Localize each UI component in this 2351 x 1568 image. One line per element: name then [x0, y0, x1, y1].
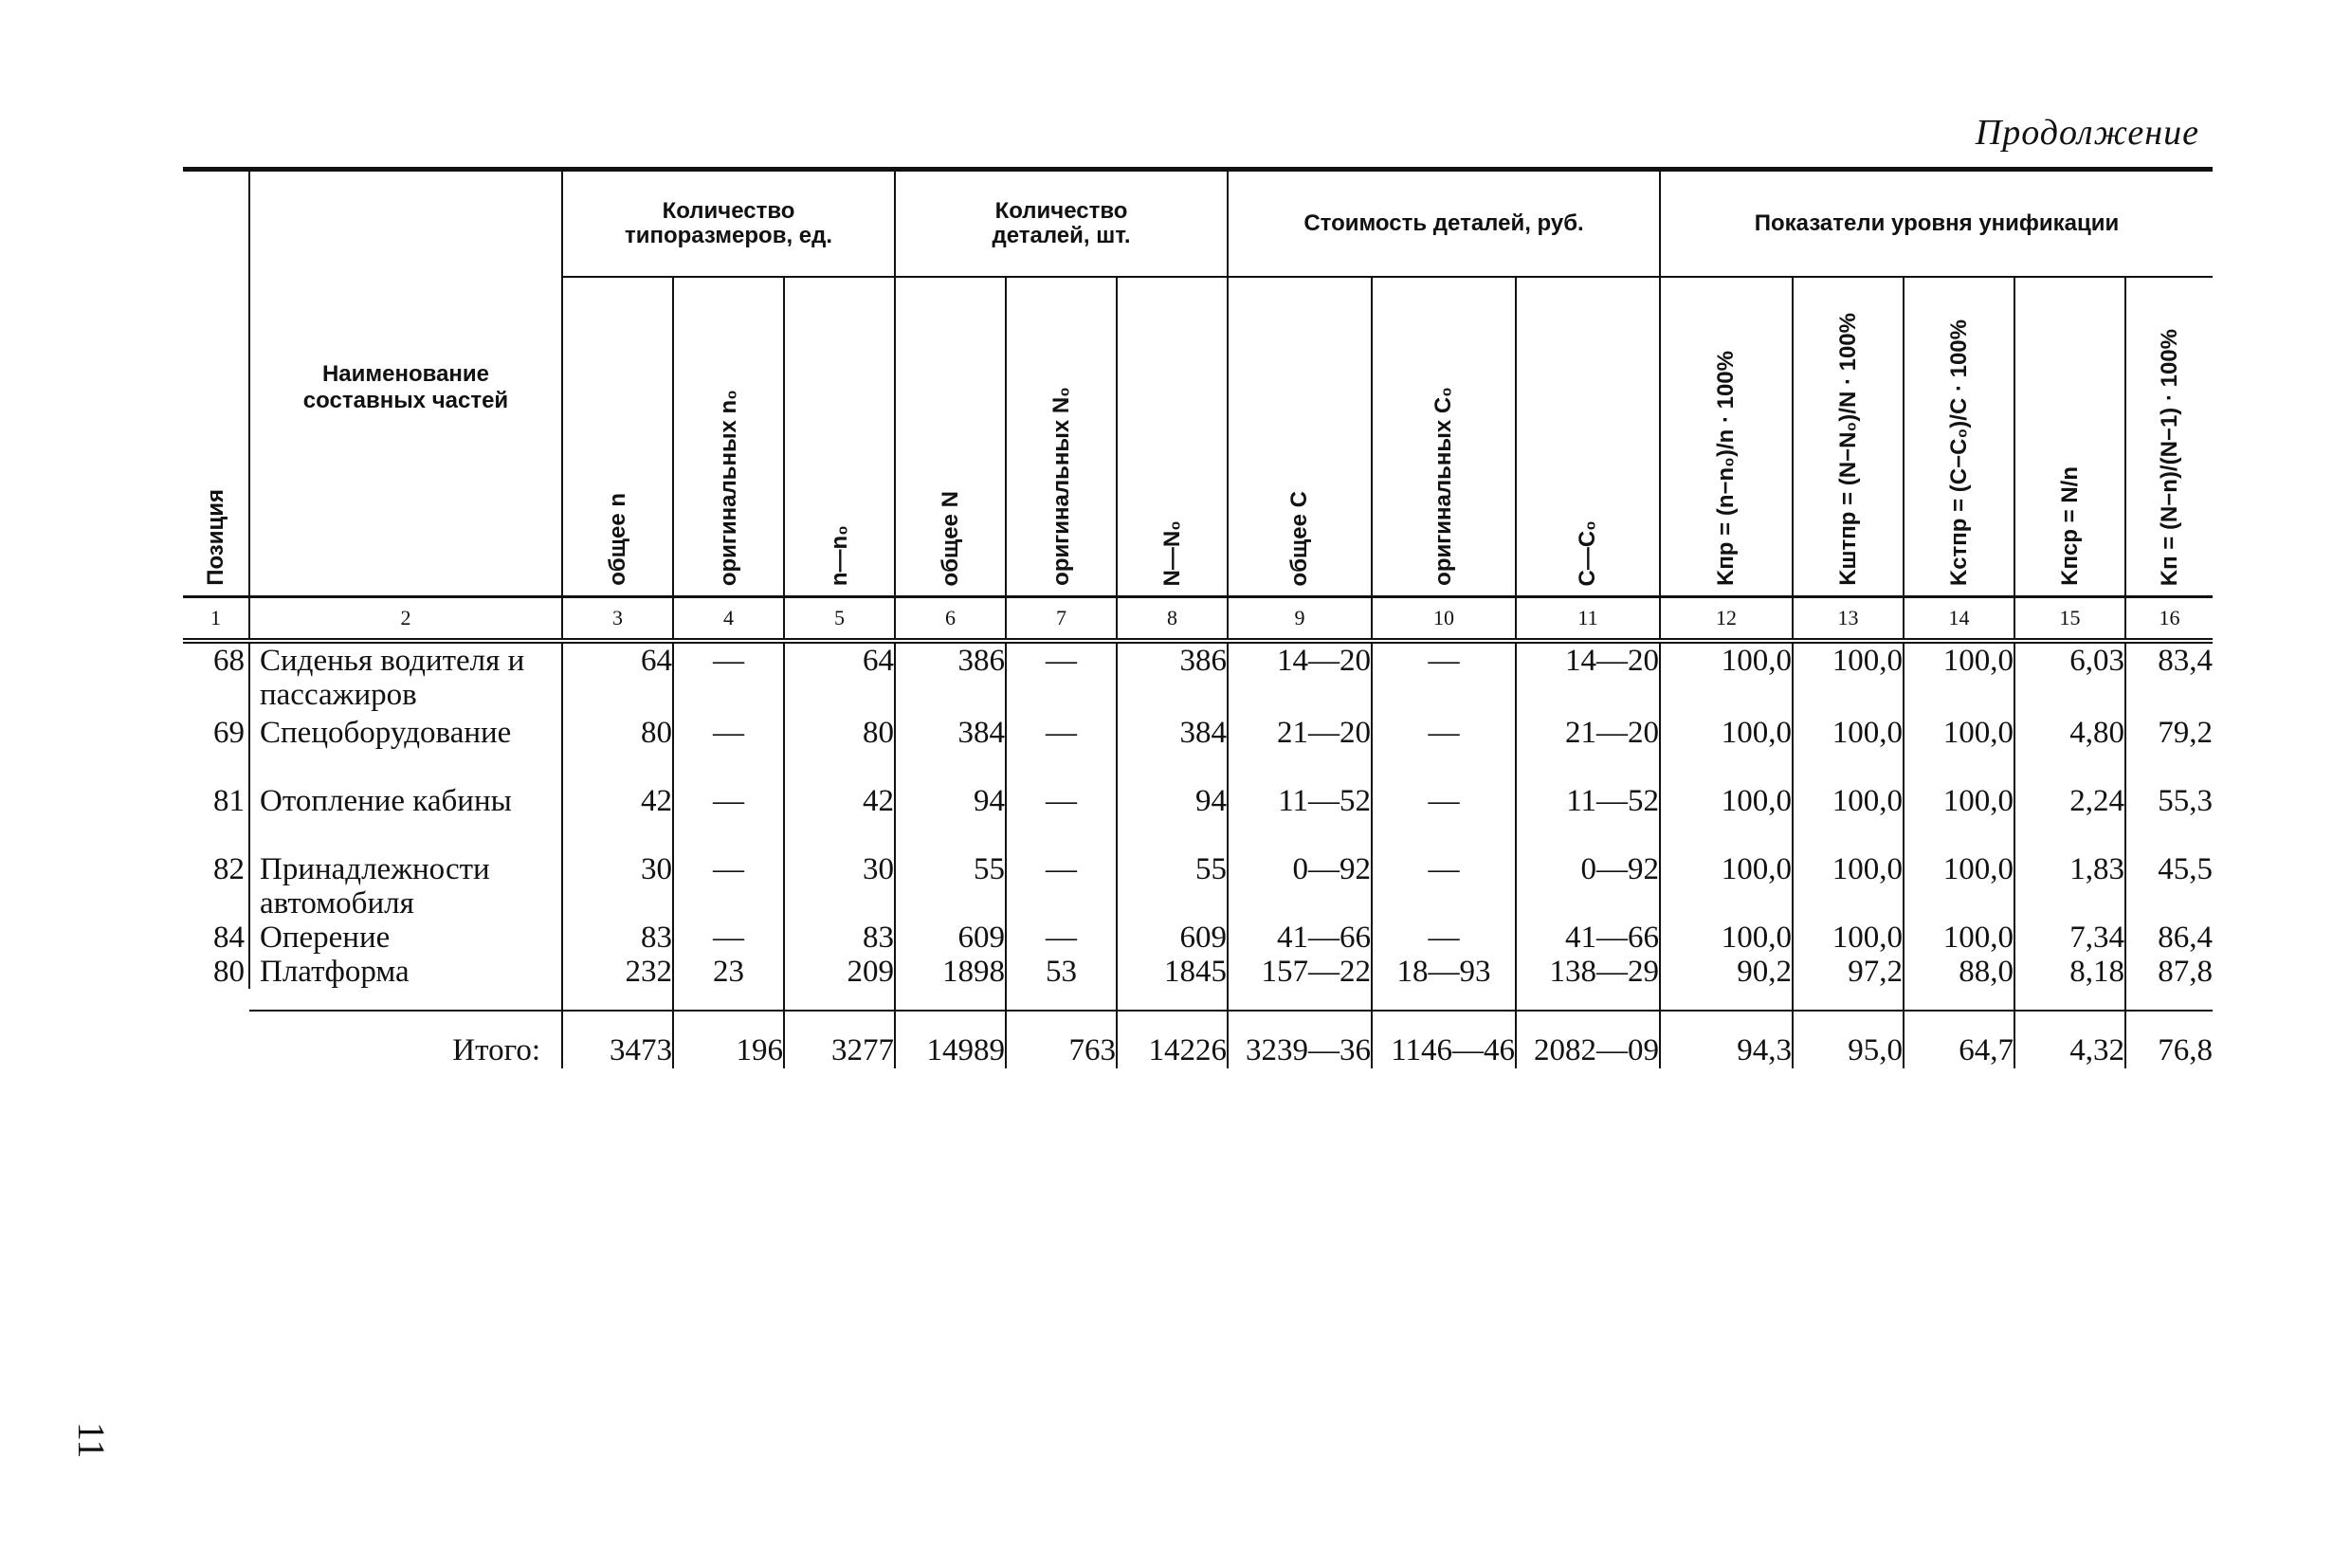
cell-c7: —: [1006, 921, 1117, 955]
cell-c3: 64: [562, 641, 673, 716]
total-c7: 763: [1006, 1011, 1117, 1068]
cell-c11: 138—29: [1516, 955, 1660, 989]
cell-c3: 83: [562, 921, 673, 955]
header-c9: общее C: [1228, 277, 1372, 597]
cell-c11: 21—20: [1516, 716, 1660, 784]
cell-c7: —: [1006, 641, 1117, 716]
cell-c5: 30: [784, 852, 895, 921]
cell-c5: 64: [784, 641, 895, 716]
page-number: 11: [70, 1422, 113, 1459]
column-numbers-row: [183, 597, 2213, 642]
total-c6: 14989: [895, 1011, 1006, 1068]
continuation-label: Продолжение: [1975, 113, 2199, 153]
cell-c5: 209: [784, 955, 895, 989]
total-c5: 3277: [784, 1011, 895, 1068]
col-number: 3: [562, 597, 673, 642]
header-group-indicators: Показатели уровня унификации: [1660, 170, 2213, 278]
col-number: 2: [249, 597, 562, 642]
cell-c9: 157—22: [1228, 955, 1372, 989]
cell-c4: —: [673, 716, 784, 784]
cell-c10: —: [1372, 852, 1516, 921]
cell-c12: 90,2: [1660, 955, 1793, 989]
cell-c10: —: [1372, 784, 1516, 852]
cell-c9: 11—52: [1228, 784, 1372, 852]
cell-c16: 55,3: [2125, 784, 2213, 852]
cell-c8: 55: [1117, 852, 1228, 921]
cell-position: 81: [213, 784, 245, 818]
cell-c4: —: [673, 921, 784, 955]
cell-c9: 41—66: [1228, 921, 1372, 955]
cell-name: Платформа: [249, 955, 562, 989]
header-c10: оригинальных C₀: [1372, 277, 1516, 597]
header-c8: N—N₀: [1117, 277, 1228, 597]
header-c4: оригинальных n₀: [673, 277, 784, 597]
separator-row: [183, 989, 2213, 1011]
table-row: [183, 784, 2213, 852]
col-number: 13: [1793, 597, 1904, 642]
cell-c15: 2,24: [2014, 784, 2125, 852]
cell-c8: 1845: [1117, 955, 1228, 989]
cell-c12: 100,0: [1660, 641, 1793, 716]
cell-position: 82: [213, 852, 245, 886]
cell-c15: 1,83: [2014, 852, 2125, 921]
cell-c5: 42: [784, 784, 895, 852]
cell-c14: 88,0: [1904, 955, 2014, 989]
total-c15: 4,32: [2014, 1011, 2125, 1068]
cell-c14: 100,0: [1904, 716, 2014, 784]
cell-c16: 86,4: [2125, 921, 2213, 955]
cell-name: Оперение: [249, 921, 562, 955]
cell-c6: 1898: [895, 955, 1006, 989]
header-c13: Kштпр = (N−N₀)/N · 100%: [1793, 277, 1904, 597]
cell-c16: 79,2: [2125, 716, 2213, 784]
table-row: [183, 641, 2213, 716]
cell-c14: 100,0: [1904, 641, 2014, 716]
cell-c13: 100,0: [1793, 716, 1904, 784]
col-number: 15: [2014, 597, 2125, 642]
cell-c15: 6,03: [2014, 641, 2125, 716]
table-row: [183, 852, 2213, 921]
total-c3: 3473: [562, 1011, 673, 1068]
cell-c6: 386: [895, 641, 1006, 716]
col-number: 9: [1228, 597, 1372, 642]
cell-c12: 100,0: [1660, 784, 1793, 852]
cell-c15: 7,34: [2014, 921, 2125, 955]
total-label: Итого:: [452, 1033, 540, 1067]
cell-c13: 97,2: [1793, 955, 1904, 989]
cell-c9: 14—20: [1228, 641, 1372, 716]
header-c7: оригинальных N₀: [1006, 277, 1117, 597]
cell-c4: 23: [673, 955, 784, 989]
cell-c14: 100,0: [1904, 852, 2014, 921]
cell-c5: 83: [784, 921, 895, 955]
cell-c8: 609: [1117, 921, 1228, 955]
total-c11: 2082—09: [1516, 1011, 1660, 1068]
col-number: 4: [673, 597, 784, 642]
col-number: 16: [2125, 597, 2213, 642]
total-c10: 1146—46: [1372, 1011, 1516, 1068]
cell-c3: 232: [562, 955, 673, 989]
cell-c6: 384: [895, 716, 1006, 784]
header-c6: общее N: [895, 277, 1006, 597]
total-c9: 3239—36: [1228, 1011, 1372, 1068]
col-number: 5: [784, 597, 895, 642]
cell-c15: 4,80: [2014, 716, 2125, 784]
cell-c13: 100,0: [1793, 641, 1904, 716]
cell-c5: 80: [784, 716, 895, 784]
cell-c7: 53: [1006, 955, 1117, 989]
cell-c13: 100,0: [1793, 784, 1904, 852]
total-c14: 64,7: [1904, 1011, 2014, 1068]
cell-c11: 0—92: [1516, 852, 1660, 921]
table-row: [183, 955, 2213, 989]
cell-c4: —: [673, 784, 784, 852]
cell-c16: 83,4: [2125, 641, 2213, 716]
cell-name: Спецоборудование: [249, 716, 562, 784]
col-number: 10: [1372, 597, 1516, 642]
cell-name: Отопление кабины: [249, 784, 562, 852]
header-group-types: Количество типоразмеров, ед.: [562, 170, 895, 278]
cell-c10: 18—93: [1372, 955, 1516, 989]
total-c4: 196: [673, 1011, 784, 1068]
cell-c7: —: [1006, 716, 1117, 784]
header-c11: C—C₀: [1516, 277, 1660, 597]
cell-position: 69: [213, 716, 245, 750]
cell-position: 84: [213, 921, 245, 955]
col-number: 14: [1904, 597, 2014, 642]
cell-c7: —: [1006, 852, 1117, 921]
cell-c9: 21—20: [1228, 716, 1372, 784]
cell-c7: —: [1006, 784, 1117, 852]
header-c14: Kстпр = (C−C₀)/C · 100%: [1904, 277, 2014, 597]
header-c16: Kп = (N−n)/(N−1) · 100%: [2125, 277, 2213, 597]
cell-c11: 41—66: [1516, 921, 1660, 955]
cell-c3: 80: [562, 716, 673, 784]
cell-c11: 11—52: [1516, 784, 1660, 852]
header-part-name: Наименование составных частей: [249, 170, 562, 597]
cell-c13: 100,0: [1793, 852, 1904, 921]
cell-c6: 609: [895, 921, 1006, 955]
cell-c15: 8,18: [2014, 955, 2125, 989]
cell-c10: —: [1372, 641, 1516, 716]
table-row: [183, 921, 2213, 955]
cell-c16: 45,5: [2125, 852, 2213, 921]
unification-table: [183, 167, 2213, 1068]
cell-c11: 14—20: [1516, 641, 1660, 716]
cell-name: Принадлежности автомобиля: [249, 852, 562, 921]
total-row: [183, 1011, 2213, 1068]
total-c8: 14226: [1117, 1011, 1228, 1068]
total-c13: 95,0: [1793, 1011, 1904, 1068]
cell-c3: 42: [562, 784, 673, 852]
cell-c14: 100,0: [1904, 921, 2014, 955]
cell-c14: 100,0: [1904, 784, 2014, 852]
cell-c13: 100,0: [1793, 921, 1904, 955]
cell-c4: —: [673, 641, 784, 716]
header-c12: Kпр = (n−n₀)/n · 100%: [1660, 277, 1793, 597]
cell-c12: 100,0: [1660, 921, 1793, 955]
cell-c8: 384: [1117, 716, 1228, 784]
cell-c12: 100,0: [1660, 852, 1793, 921]
cell-c12: 100,0: [1660, 716, 1793, 784]
total-c12: 94,3: [1660, 1011, 1793, 1068]
header-group-cost: Стоимость деталей, руб.: [1228, 170, 1660, 278]
table-row: [183, 716, 2213, 784]
col-number: 6: [895, 597, 1006, 642]
header-c5: n—n₀: [784, 277, 895, 597]
cell-position: 80: [213, 955, 245, 989]
cell-c10: —: [1372, 921, 1516, 955]
header-c3: общее n: [562, 277, 673, 597]
col-number: 11: [1516, 597, 1660, 642]
cell-c8: 94: [1117, 784, 1228, 852]
cell-name: Сиденья водителя и пассажиров: [249, 641, 562, 716]
col-number: 1: [183, 597, 249, 642]
cell-position: 68: [213, 644, 245, 678]
cell-c6: 94: [895, 784, 1006, 852]
cell-c10: —: [1372, 716, 1516, 784]
header-group-parts: Количество деталей, шт.: [895, 170, 1228, 278]
col-number: 12: [1660, 597, 1793, 642]
cell-c6: 55: [895, 852, 1006, 921]
header-position: Позиция: [183, 170, 249, 597]
cell-c16: 87,8: [2125, 955, 2213, 989]
cell-c4: —: [673, 852, 784, 921]
col-number: 7: [1006, 597, 1117, 642]
total-c16: 76,8: [2125, 1011, 2213, 1068]
cell-c8: 386: [1117, 641, 1228, 716]
col-number: 8: [1117, 597, 1228, 642]
header-c15: Kпср = N/n: [2014, 277, 2125, 597]
cell-c3: 30: [562, 852, 673, 921]
cell-c9: 0—92: [1228, 852, 1372, 921]
